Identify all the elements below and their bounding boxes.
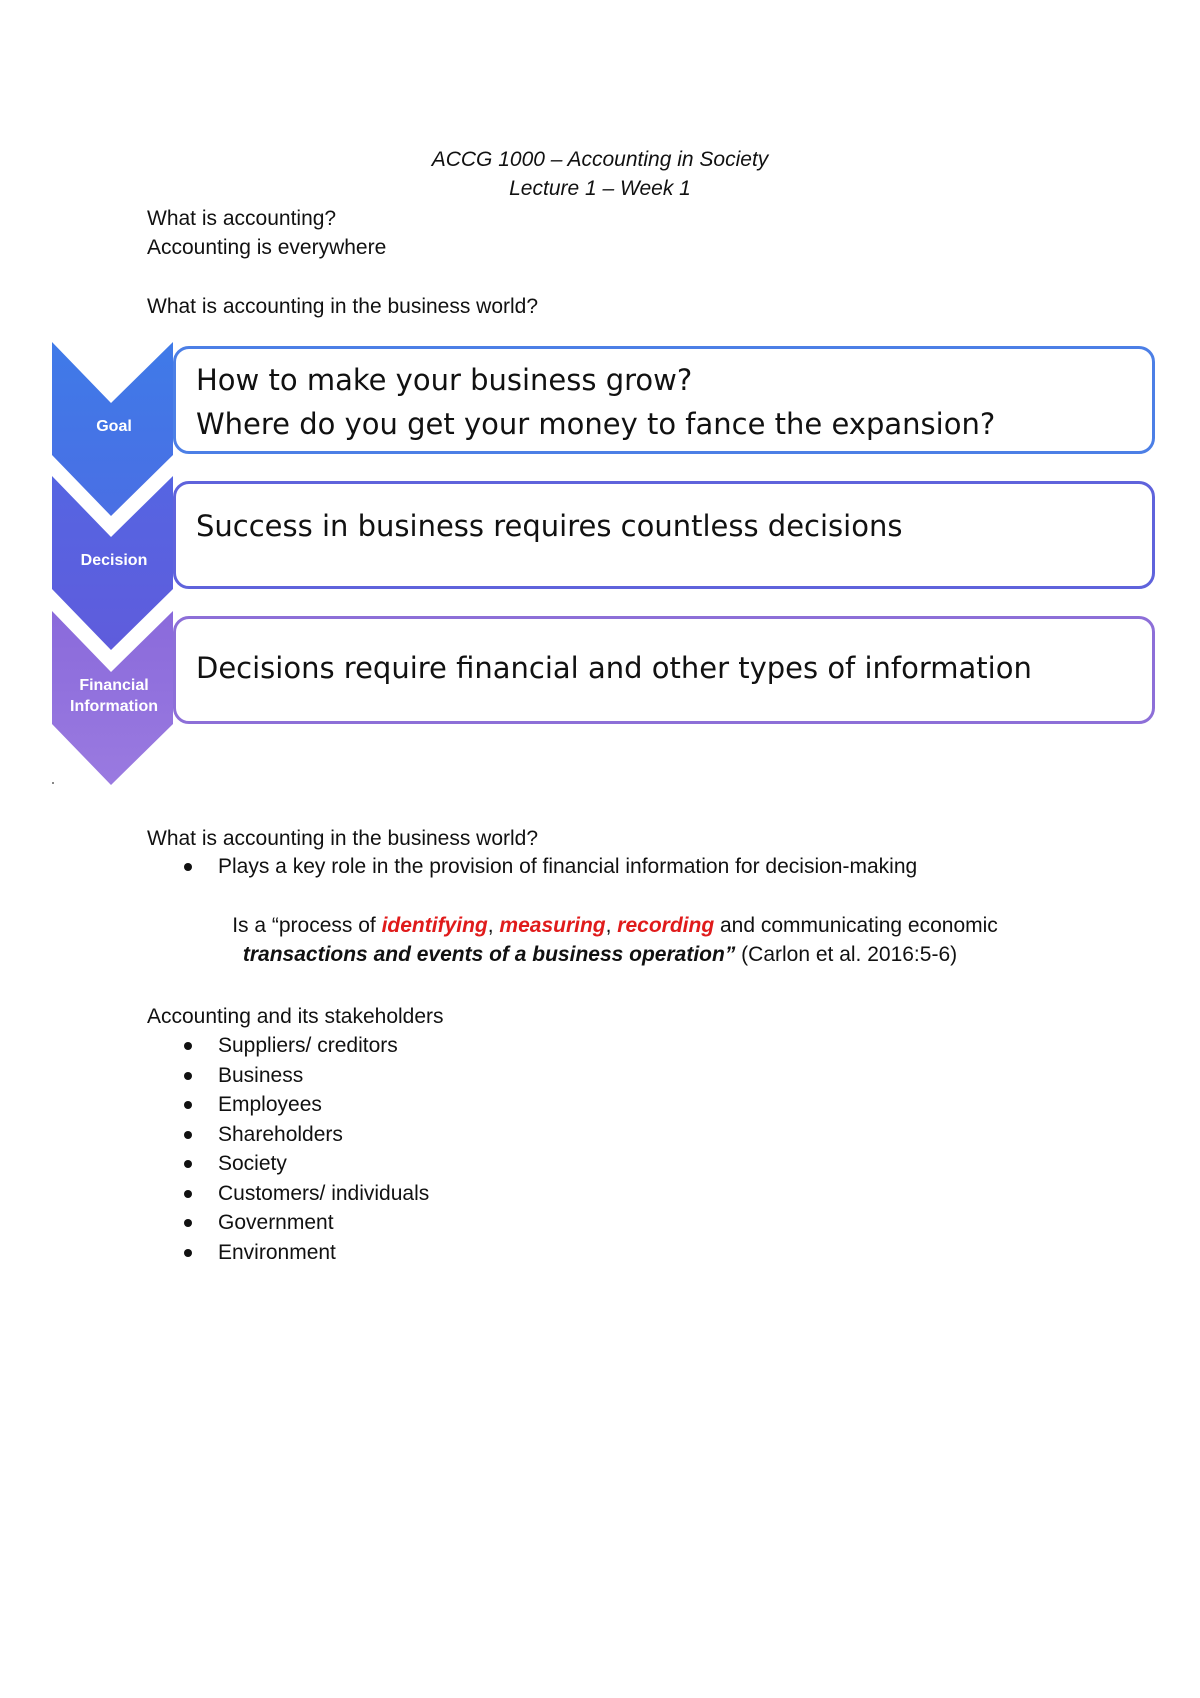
financial-information-box — [173, 616, 1155, 724]
definition-quote-line-2 — [0, 940, 1200, 969]
list-item-text: Employees — [218, 1093, 322, 1116]
list-item-text: Environment — [218, 1240, 336, 1264]
intro-statement: Accounting is everywhere — [147, 236, 387, 259]
list-item — [0, 1090, 429, 1120]
list-item-text: Business — [218, 1063, 304, 1087]
list-item-text: Plays a key role in the provision of financial information for decision-making — [218, 855, 918, 878]
intro-question: What is accounting? — [147, 207, 337, 230]
bullet-icon — [184, 1219, 192, 1227]
bullet-icon — [184, 1042, 192, 1050]
goal-line-2: Where do you get your money to fance the expansion? — [196, 407, 996, 441]
financial-information-line: Decisions require financial and other types of information — [196, 651, 1032, 685]
bullet-icon — [184, 1249, 192, 1257]
list-item — [0, 1238, 429, 1268]
quote-prefix: Is a “process of — [232, 914, 382, 937]
stakeholders-list — [0, 1031, 429, 1267]
bullet-icon — [184, 1160, 192, 1168]
goal-line-1: How to make your business grow? — [196, 363, 693, 397]
quote-suffix: and communicating economic — [714, 914, 998, 937]
section2-heading: What is accounting in the business world? — [147, 827, 539, 850]
quote-sep-2: , — [605, 914, 618, 937]
goal-box — [173, 346, 1155, 454]
section3-heading: Accounting and its stakeholders — [147, 1005, 444, 1028]
term-recording: recording — [617, 914, 715, 937]
bullet-icon — [184, 1101, 192, 1109]
list-item-text: Government — [218, 1211, 334, 1234]
section-heading-business-world: What is accounting in the business world? — [147, 295, 539, 318]
term-measuring: measuring — [499, 914, 606, 937]
list-item — [0, 1149, 429, 1179]
chevron-label-financial-information-2: Information — [70, 698, 158, 715]
bullet-icon — [184, 1072, 192, 1080]
chevron-process-diagram — [0, 338, 1200, 798]
chevron-label-goal: Goal — [96, 418, 132, 435]
term-identifying: identifying — [381, 914, 488, 937]
bullet-icon — [184, 1190, 192, 1198]
list-item — [0, 1179, 429, 1209]
document-subtitle: Lecture 1 – Week 1 — [509, 177, 691, 200]
list-item — [0, 1031, 429, 1061]
list-item-text: Shareholders — [218, 1122, 343, 1146]
definition-quote-line-1 — [0, 911, 1200, 940]
chevron-label-decision: Decision — [80, 552, 148, 569]
list-item — [0, 1208, 429, 1238]
bullet-icon — [184, 1131, 192, 1139]
document-title: ACCG 1000 – Accounting in Society — [431, 148, 769, 171]
list-item — [0, 1120, 429, 1150]
list-item — [0, 1061, 429, 1091]
quote-citation: (Carlon et al. 2016:5-6) — [735, 943, 958, 966]
section2-bullet-list — [0, 852, 917, 882]
quote-sep-1: , — [487, 914, 500, 937]
list-item — [0, 852, 917, 882]
list-item-text: Customers/ individuals — [218, 1181, 430, 1205]
list-item-text: Suppliers/ creditors — [218, 1034, 398, 1057]
quote-emphasis: transactions and events of a business operation” — [242, 943, 736, 966]
chevron-label-financial-information-1: Financial — [79, 677, 149, 694]
stray-mark — [52, 782, 54, 784]
list-item-text: Society — [218, 1152, 287, 1175]
decision-line: Success in business requires countless decisions — [196, 509, 903, 543]
decision-box — [173, 481, 1155, 589]
bullet-icon — [184, 863, 192, 871]
